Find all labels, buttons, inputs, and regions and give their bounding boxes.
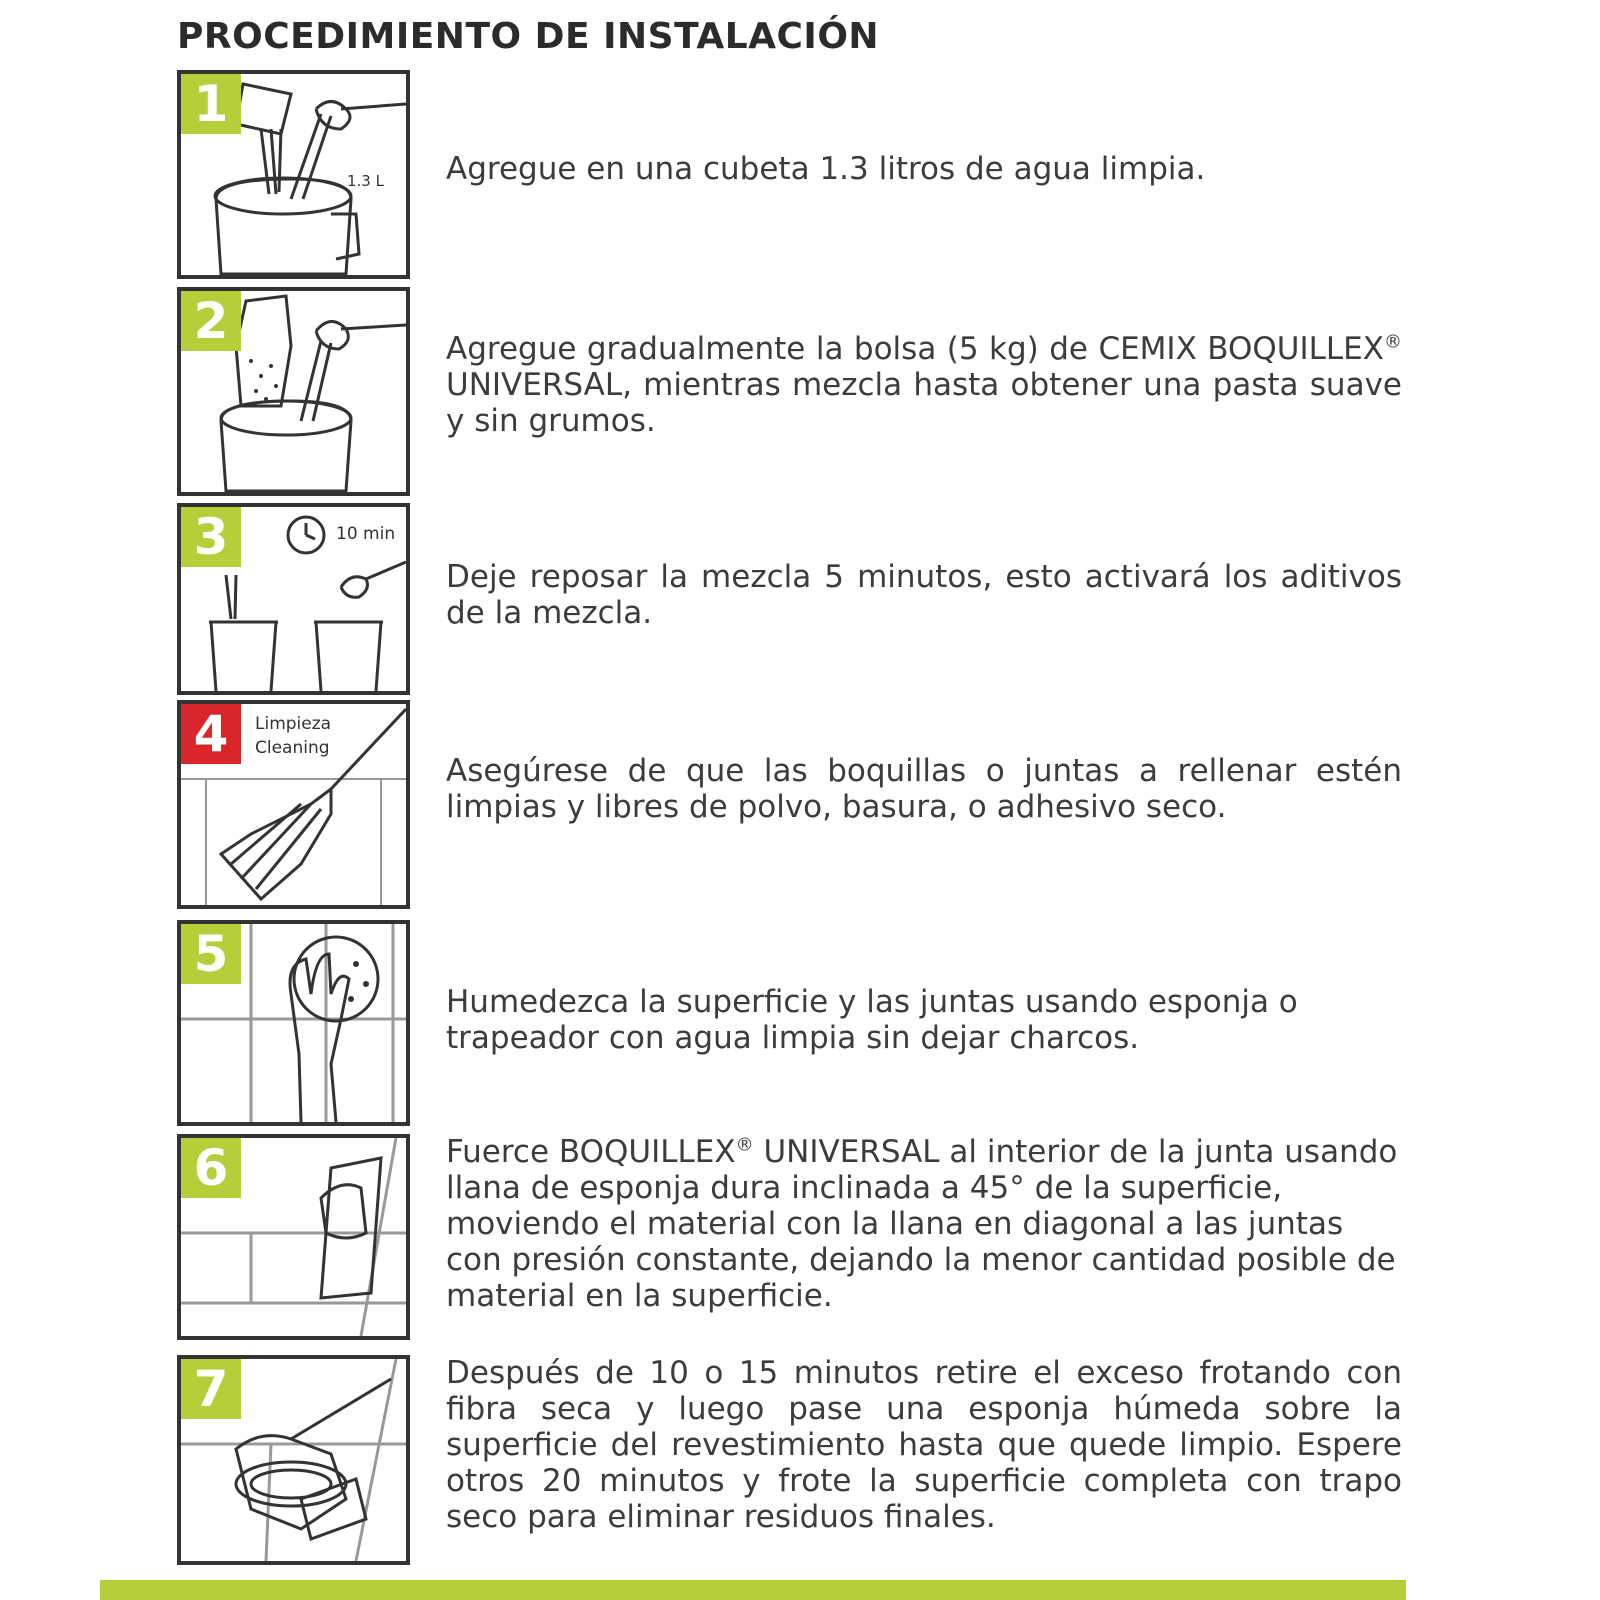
registered-mark: ® [735,1134,754,1156]
step-4-text: Asegúrese de que las boquillas o juntas a rellenar estén limpias y libres de polvo, basura, o adhesivo seco. [446,753,1402,825]
step-2-text-a: Agregue gradualmente la bolsa (5 kg) de CEMIX BOQUILLEX [446,331,1384,367]
step-2-badge: 2 [181,291,241,351]
rest-time-label: 10 min [336,524,396,544]
step-3-badge: 3 [181,507,241,567]
step-5-illustration [177,920,410,1126]
step-3-illustration [177,503,410,695]
step-1-badge: 1 [181,74,241,134]
step-6-text-a: Fuerce BOQUILLEX [446,1134,736,1170]
registered-mark: ® [1384,331,1402,353]
step-2-text [446,331,1402,439]
step-6-text-b: UNIVERSAL al interior de la junta usando llana de esponja dura inclinada a 45° de la superficie, moviendo el material con la llana en diagonal a las juntas con presión constante, dejando la menor cantidad posible de material en la superficie. [446,1134,1398,1314]
step-4-badge: 4 [181,704,241,764]
step-6-text [446,1134,1406,1314]
step-1-illustration [177,70,410,279]
cleaning-label-es: Limpieza [255,714,332,734]
step-4-illustration [177,700,410,909]
step-1-text: Agregue en una cubeta 1.3 litros de agua limpia. [446,151,1206,187]
step-5-text: Humedezca la superficie y las juntas usando esponja o trapeador con agua limpia sin dejar charcos. [446,984,1298,1056]
step-7-text: Después de 10 o 15 minutos retire el exceso frotando con fibra seca y luego pase una esponja húmeda sobre la superficie del revestimiento hasta que quede limpio. Espere otros 20 minutos y frote la superficie completa con trapo seco para eliminar residuos finales. [446,1355,1402,1535]
bottom-accent-bar [100,1580,1406,1600]
water-volume-label: 1.3 L [347,172,384,190]
step-2-text-b: UNIVERSAL, mientras mezcla hasta obtener una pasta suave y sin grumos. [446,367,1402,439]
step-6-illustration [177,1134,410,1340]
cleaning-label-en: Cleaning [255,738,330,758]
step-2-illustration [177,287,410,496]
page-title: PROCEDIMIENTO DE INSTALACIÓN [177,16,880,57]
step-7-badge: 7 [181,1359,241,1419]
step-7-illustration [177,1355,410,1565]
step-3-text: Deje reposar la mezcla 5 minutos, esto activará los aditivos de la mezcla. [446,559,1402,631]
step-5-badge: 5 [181,924,241,984]
step-6-badge: 6 [181,1138,241,1198]
